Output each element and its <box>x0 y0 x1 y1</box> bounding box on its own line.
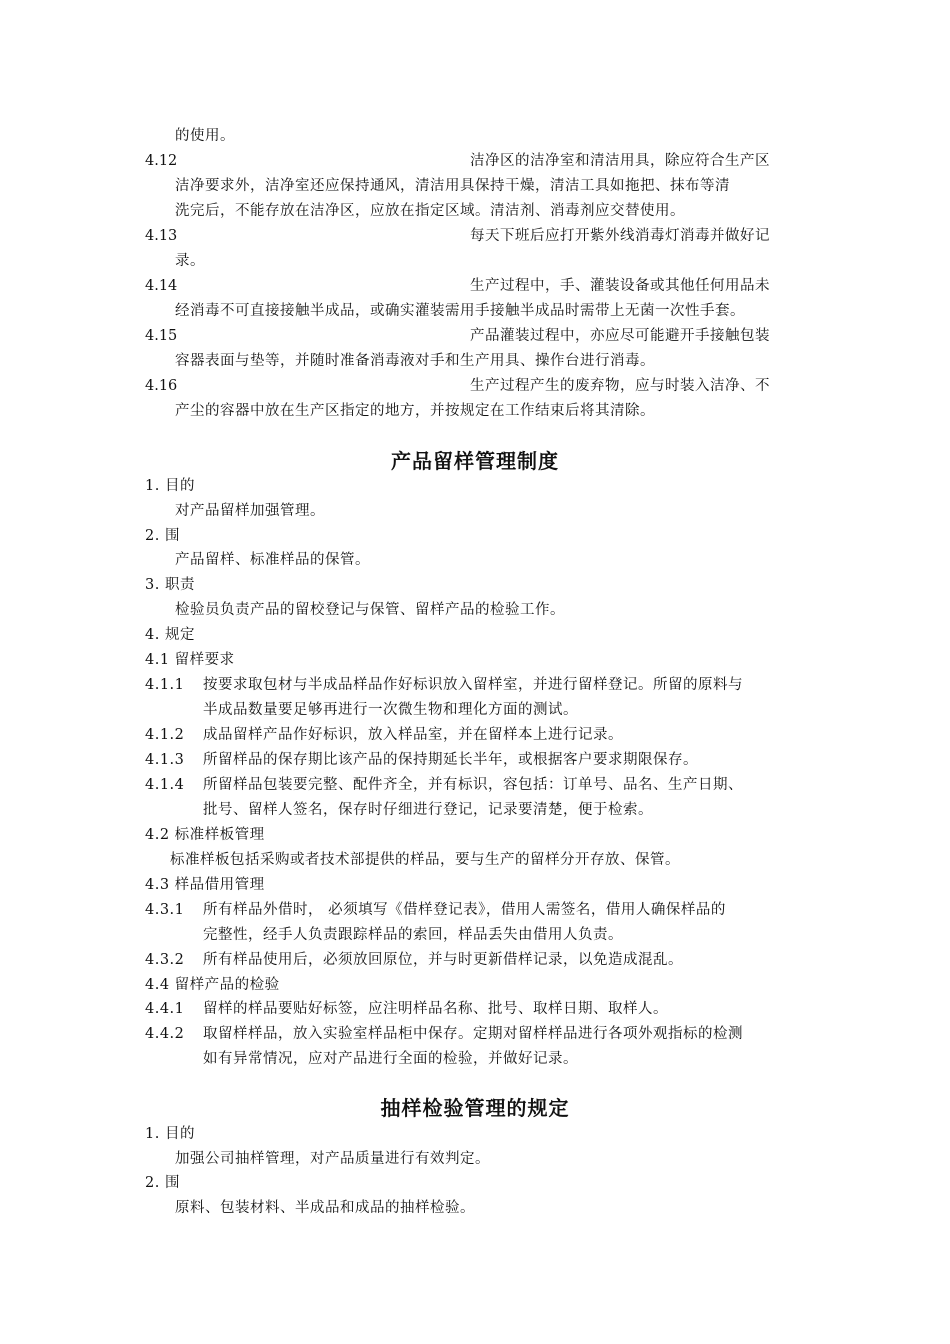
item-number: 4.4.1 <box>145 1001 185 1017</box>
item-number: 4.12 <box>145 153 178 169</box>
subsection-heading: 4.1 留样要求 <box>145 652 235 668</box>
section-title: 产品留样管理制度 <box>391 449 559 473</box>
text-line: 洁净要求外，洁净室还应保持通风，清洁用具保持干燥，清洁工具如拖把、抹布等清 <box>175 178 730 194</box>
item-number: 4.15 <box>145 328 178 344</box>
text-line: 完整性，经手人负责跟踪样品的索回，样品丢失由借用人负责。 <box>203 927 623 943</box>
text-line: 加强公司抽样管理，对产品质量进行有效判定。 <box>175 1151 490 1167</box>
text-line: 产尘的容器中放在生产区指定的地方，并按规定在工作结束后将其清除。 <box>175 403 655 419</box>
section-heading: 4. 规定 <box>145 627 195 643</box>
text-line: 所有样品使用后，必须放回原位，并与时更新借样记录，以免造成混乱。 <box>203 952 683 968</box>
item-number: 4.3.2 <box>145 952 185 968</box>
section-heading: 1. 目的 <box>145 1126 195 1142</box>
section-title: 抽样检验管理的规定 <box>380 1096 570 1120</box>
text-line: 标准样板包括采购或者技术部提供的样品，要与生产的留样分开存放、保管。 <box>170 852 680 868</box>
text-line: 所有样品外借时， 必须填写《借样登记表》，借用人需签名，借用人确保样品的 <box>203 902 726 918</box>
item-number: 4.3.1 <box>145 902 185 918</box>
section-heading: 1. 目的 <box>145 478 195 494</box>
text-line: 产品留样、标准样品的保管。 <box>175 552 370 568</box>
item-number: 4.14 <box>145 278 178 294</box>
text-line: 批号、留样人签名，保存时仔细进行登记，记录要清楚，便于检索。 <box>203 802 653 818</box>
subsection-heading: 4.4 留样产品的检验 <box>145 977 280 993</box>
subsection-heading: 4.3 样品借用管理 <box>145 877 265 893</box>
text-line: 所留样品的保存期比该产品的保持期延长半年，或根据客户要求期限保存。 <box>203 752 698 768</box>
text-line: 半成品数量要足够再进行一次微生物和理化方面的测试。 <box>203 702 578 718</box>
text-line: 每天下班后应打开紫外线消毒灯消毒并做好记 <box>470 228 770 244</box>
text-line: 原料、包装材料、半成品和成品的抽样检验。 <box>175 1200 475 1216</box>
text-line: 的使用。 <box>175 128 235 144</box>
text-line: 对产品留样加强管理。 <box>175 503 325 519</box>
text-line: 洗完后，不能存放在洁净区，应放在指定区域。清洁剂、消毒剂应交替使用。 <box>175 203 685 219</box>
section-heading: 2. 围 <box>145 1175 180 1191</box>
text-line: 生产过程中，手、灌装设备或其他任何用品未 <box>470 278 770 294</box>
section-heading: 3. 职责 <box>145 577 195 593</box>
text-line: 容器表面与垫等，并随时准备消毒液对手和生产用具、操作台进行消毒。 <box>175 353 655 369</box>
text-line: 经消毒不可直接接触半成品，或确实灌装需用手接触半成品时需带上无菌一次性手套。 <box>175 303 745 319</box>
item-number: 4.13 <box>145 228 178 244</box>
item-number: 4.4.2 <box>145 1026 185 1042</box>
item-number: 4.16 <box>145 378 178 394</box>
text-line: 生产过程产生的废弃物，应与时装入洁净、不 <box>470 378 770 394</box>
text-line: 按要求取包材与半成品样品作好标识放入留样室，并进行留样登记。所留的原料与 <box>203 677 743 693</box>
text-line: 如有异常情况，应对产品进行全面的检验，并做好记录。 <box>203 1051 578 1067</box>
text-line: 成品留样产品作好标识，放入样品室，并在留样本上进行记录。 <box>203 727 623 743</box>
item-number: 4.1.2 <box>145 727 185 743</box>
subsection-heading: 4.2 标准样板管理 <box>145 827 265 843</box>
text-line: 检验员负责产品的留校登记与保管、留样产品的检验工作。 <box>175 602 565 618</box>
text-line: 留样的样品要贴好标签，应注明样品名称、批号、取样日期、取样人。 <box>203 1001 668 1017</box>
item-number: 4.1.1 <box>145 677 185 693</box>
text-line: 所留样品包装要完整、配件齐全，并有标识，容包括：订单号、品名、生产日期、 <box>203 777 743 793</box>
section-heading: 2. 围 <box>145 528 180 544</box>
text-line: 洁净区的洁净室和清洁用具，除应符合生产区 <box>470 153 770 169</box>
text-line: 取留样样品，放入实验室样品柜中保存。定期对留样样品进行各项外观指标的检测 <box>203 1026 743 1042</box>
text-line: 产品灌装过程中，亦应尽可能避开手接触包装 <box>470 328 770 344</box>
item-number: 4.1.4 <box>145 777 185 793</box>
item-number: 4.1.3 <box>145 752 185 768</box>
text-line: 录。 <box>175 253 205 269</box>
